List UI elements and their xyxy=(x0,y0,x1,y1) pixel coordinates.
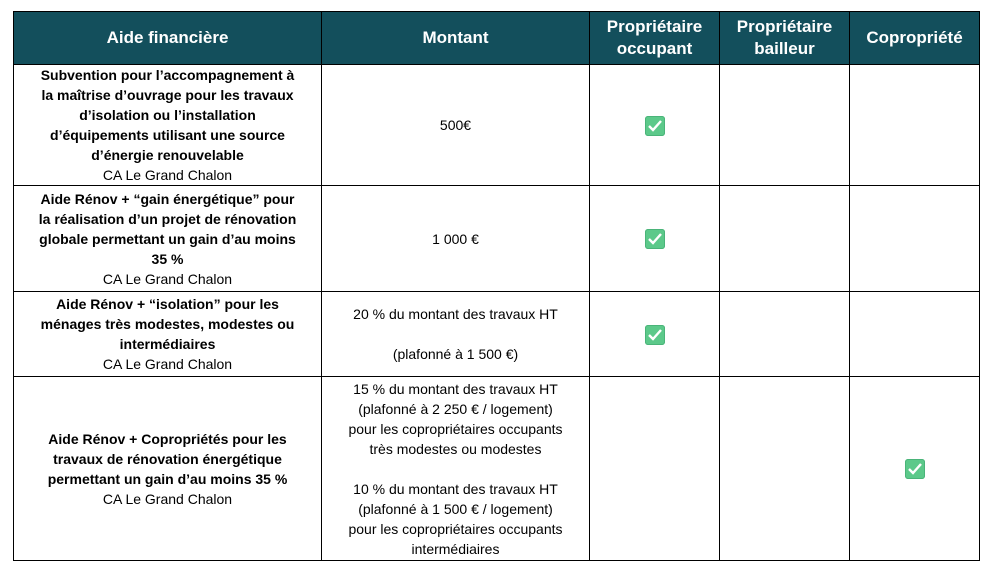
aid-table xyxy=(13,11,980,561)
table-row xyxy=(14,65,980,186)
aid-cell xyxy=(14,186,322,292)
aid-title-line: globale permettant un gain d’au moins xyxy=(39,230,296,247)
owner-landlord-cell xyxy=(720,292,850,377)
coownership-cell xyxy=(850,186,980,292)
owner-landlord-cell xyxy=(720,65,850,186)
amount-line: (plafonné à 1 500 € / logement) xyxy=(358,500,553,517)
aid-title-line: intermédiaires xyxy=(119,336,216,352)
header-owner-landlord-line2: bailleur xyxy=(754,39,815,58)
aid-source: CA Le Grand Chalon xyxy=(102,490,233,507)
owner-occupant-cell xyxy=(590,65,720,186)
amount-line: pour les copropriétaires occupants xyxy=(348,520,563,537)
aid-title-line: ménages très modestes, modestes ou xyxy=(40,316,295,332)
amount-cell xyxy=(322,377,590,561)
table-row xyxy=(14,377,980,561)
coownership-cell xyxy=(850,65,980,186)
check-icon xyxy=(645,116,665,136)
aid-title-line: d’énergie renouvelable xyxy=(91,147,244,163)
aid-title-line: 35 % xyxy=(151,250,184,267)
aid-title-line: travaux de rénovation énergétique xyxy=(53,450,282,467)
amount-line: 15 % du montant des travaux HT xyxy=(353,380,558,397)
aid-cell xyxy=(14,377,322,561)
header-coownership: Copropriété xyxy=(850,12,980,65)
amount-line: (plafonné à 2 250 € / logement) xyxy=(358,400,553,417)
check-icon xyxy=(645,229,665,249)
amount-line: 500€ xyxy=(439,117,472,133)
amount-line: pour les copropriétaires occupants xyxy=(348,420,563,437)
aid-title-line: la réalisation d’un projet de rénovation xyxy=(38,210,297,227)
coownership-cell xyxy=(850,377,980,561)
aid-title-line: d’équipements utilisant une source xyxy=(50,127,285,143)
aid-title-line: Aide Rénov + “gain énergétique” pour xyxy=(40,190,295,207)
amount-cell xyxy=(322,186,590,292)
table-row xyxy=(14,186,980,292)
aid-cell xyxy=(14,292,322,377)
table-row xyxy=(14,292,980,377)
amount-line: 20 % du montant des travaux HT xyxy=(353,306,558,322)
header-owner-occupant xyxy=(590,12,720,65)
aid-title-line: permettant un gain d’au moins 35 % xyxy=(47,470,288,487)
aid-cell xyxy=(14,65,322,186)
aid-title-line: Aide Rénov + Copropriétés pour les xyxy=(48,430,287,447)
amount-line: 1 000 € xyxy=(432,230,479,247)
header-owner-landlord-line1: Propriétaire xyxy=(736,17,833,36)
aid-title-line: la maîtrise d’ouvrage pour les travaux xyxy=(41,87,294,103)
amount-line: intermédiaires xyxy=(411,540,500,557)
header-owner-occupant-line2: occupant xyxy=(616,39,693,58)
check-icon xyxy=(645,325,665,345)
aid-title-line: Aide Rénov + “isolation” pour les xyxy=(56,296,279,312)
header-owner-landlord xyxy=(720,12,850,65)
amount-line: très modestes ou modestes xyxy=(369,440,542,457)
amount-line: (plafonné à 1 500 €) xyxy=(392,346,519,362)
owner-landlord-cell xyxy=(720,186,850,292)
coownership-cell xyxy=(850,292,980,377)
amount-spacer xyxy=(326,459,585,479)
owner-landlord-cell xyxy=(720,377,850,561)
aid-source: CA Le Grand Chalon xyxy=(102,270,233,287)
amount-line: 10 % du montant des travaux HT xyxy=(353,480,558,497)
aid-source: CA Le Grand Chalon xyxy=(102,356,233,372)
amount-spacer xyxy=(326,324,585,344)
owner-occupant-cell xyxy=(590,186,720,292)
aid-source: CA Le Grand Chalon xyxy=(102,167,233,183)
amount-cell xyxy=(322,65,590,186)
amount-cell xyxy=(322,292,590,377)
check-icon xyxy=(905,459,925,479)
header-amount: Montant xyxy=(322,12,590,65)
aid-title-line: Subvention pour l’accompagnement à xyxy=(40,67,295,83)
aid-title-line: d’isolation ou l’installation xyxy=(79,107,256,123)
table-header-row xyxy=(14,12,980,65)
header-owner-occupant-line1: Propriétaire xyxy=(606,17,703,36)
header-aid: Aide financière xyxy=(14,12,322,65)
owner-occupant-cell xyxy=(590,377,720,561)
owner-occupant-cell xyxy=(590,292,720,377)
